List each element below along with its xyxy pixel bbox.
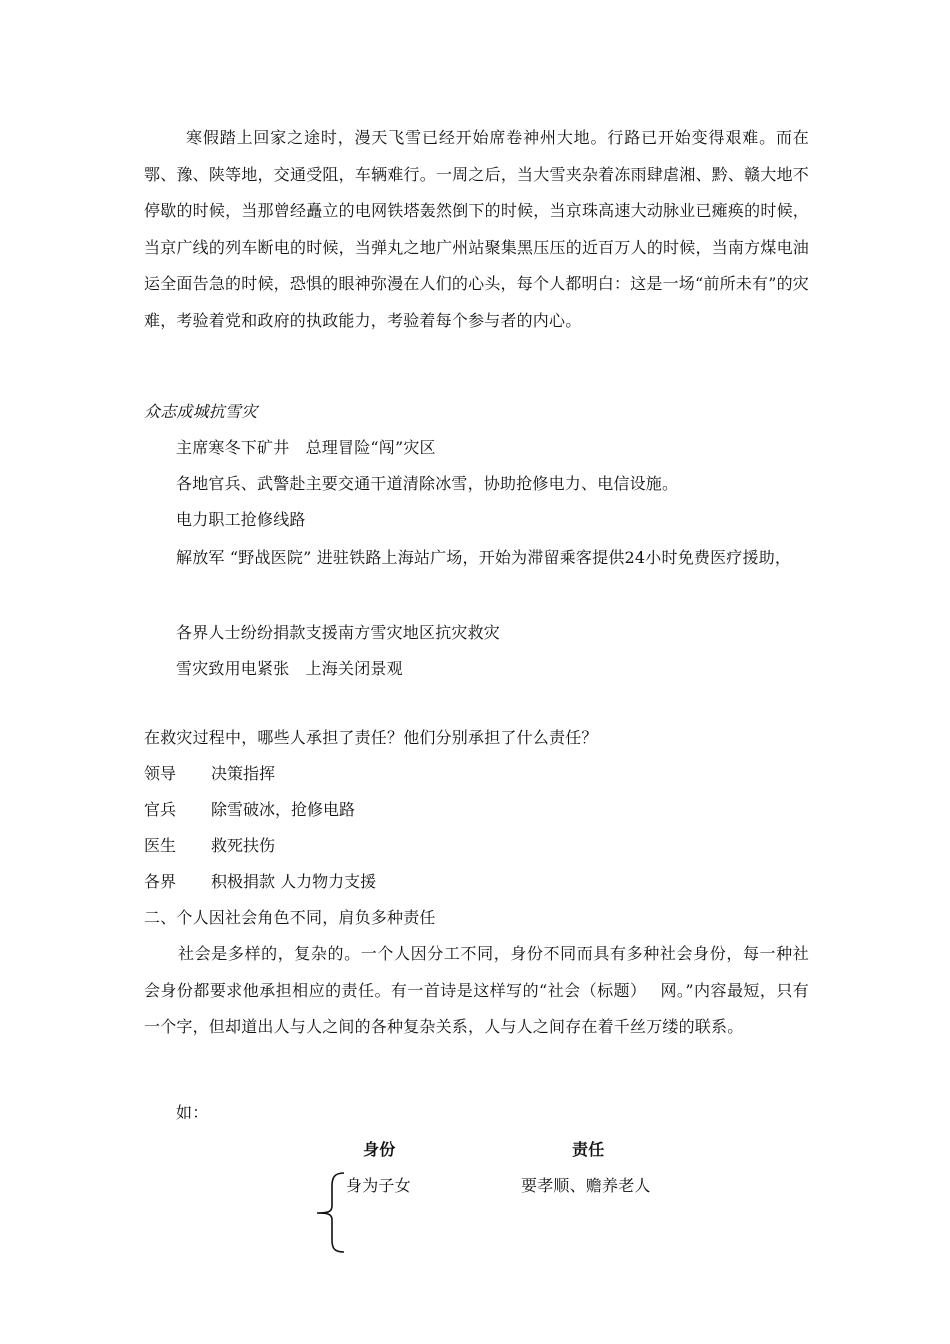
section2-paragraph: 社会是多样的，复杂的。一个人因分工不同，身份不同而具有多种社会身份，每一种社会身份都要求他承担相应的责任。有一首诗是这样写的“社会（标题） 网。”内容最短，只有一个字，但却道出人与人之间的各种复杂关系，人与人之间存在着千丝万缕的联系。 <box>144 944 809 1036</box>
table-responsibility-cell: 要孝顺、赡养老人 <box>521 1176 651 1195</box>
role-responsibility: 救死扶伤 <box>211 836 276 855</box>
role-label: 领导 <box>144 764 177 783</box>
example-label: 如： <box>176 1103 209 1122</box>
section2-heading: 二、个人因社会角色不同，肩负多种责任 <box>144 908 436 927</box>
intro-paragraph: 寒假踏上回家之途时，漫天飞雪已经开始席卷神州大地。行路已开始变得艰难。而在鄂、豫、陕等地，交通受阻，车辆难行。一周之后，当大雪夹杂着冻雨肆虐湘、黔、赣大地不停歇的时候，当那曾经矗立的电网铁塔轰然倒下的时候，当京珠高速大动脉业已瘫痪的时候，当京广线的列车断电的时候，当弹丸之地广州站聚集黑压压的近百万人的时候，当南方煤电油运全面告急的时候，恐惧的眼神弥漫在人们的心头，每个人都明白：这是一场“前所未有”的灾难，考验着党和政府的执政能力，考验着每个参与者的内心。 <box>144 128 809 330</box>
role-responsibility: 积极捐款 人力物力支援 <box>211 872 377 891</box>
role-responsibility: 除雪破冰，抢修电路 <box>211 800 356 819</box>
role-responsibility: 决策指挥 <box>211 764 276 783</box>
section1-item: 电力职工抢修线路 <box>176 510 306 529</box>
section1-item: 雪灾致用电紧张 上海关闭景观 <box>176 659 403 678</box>
table-identity-cell: 身为子女 <box>346 1176 411 1195</box>
role-label: 官兵 <box>144 800 177 819</box>
question-text: 在救灾过程中，哪些人承担了责任？他们分别承担了什么责任？ <box>144 728 598 747</box>
section1-item: 解放军 “野战医院” 进驻铁路上海站广场，开始为滞留乘客提供24小时免费医疗援助， <box>176 548 792 567</box>
role-label: 医生 <box>144 836 177 855</box>
table-header-identity: 身份 <box>363 1140 396 1159</box>
section1-item: 各界人士纷纷捐款支援南方雪灾地区抗灾救灾 <box>176 623 501 642</box>
table-header-responsibility: 责任 <box>572 1140 605 1159</box>
section1-item: 各地官兵、武警赴主要交通干道清除冰雪，协助抢修电力、电信设施。 <box>176 474 679 493</box>
section1-title: 众志成城抗雪灾 <box>144 402 258 421</box>
role-label: 各界 <box>144 872 177 891</box>
section1-item: 主席寒冬下矿井 总理冒险“闯”灾区 <box>176 438 436 457</box>
curly-brace-icon <box>312 1170 348 1256</box>
